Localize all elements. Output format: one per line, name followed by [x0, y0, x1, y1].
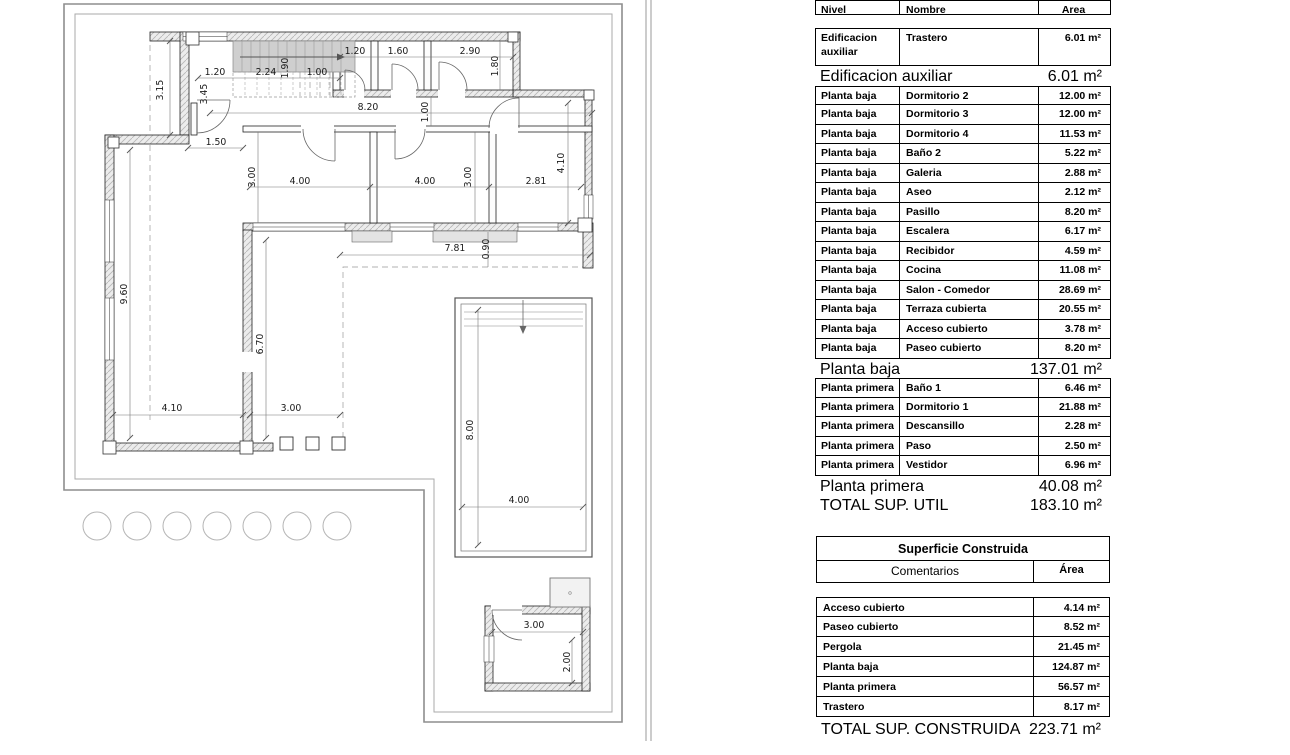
subtotal-row: [815, 66, 1111, 86]
cell-area: 6.46 m²: [1064, 382, 1101, 394]
dim-label: 4.00: [508, 495, 530, 506]
cell-nombre: Escalera: [900, 222, 1039, 241]
total-row: [816, 717, 1110, 737]
cell-nombre: Aseo: [900, 183, 1039, 202]
cell-label: Planta baja: [817, 657, 1034, 676]
subtotal-row: [815, 359, 1111, 379]
cell-nombre: Dormitorio 1: [900, 398, 1039, 417]
cell-nivel: Planta primera: [816, 398, 900, 417]
spacer: [815, 15, 1111, 28]
cell-nivel: Planta baja: [816, 183, 900, 202]
cell-nivel: Planta primera: [816, 379, 900, 397]
dim-label: 3.00: [463, 166, 474, 188]
sup-util-table: [815, 0, 1111, 515]
cell-area: 6.96 m²: [1064, 459, 1101, 471]
table-row: [815, 105, 1111, 125]
cell-nivel: Planta baja: [816, 164, 900, 183]
subtotal-label: Planta baja: [820, 360, 901, 378]
cell-area: 5.22 m²: [1064, 147, 1101, 159]
cell-area: 2.12 m²: [1064, 186, 1101, 198]
dim-label: 8.00: [465, 419, 476, 441]
cell-area: 8.17 m²: [1063, 701, 1100, 713]
table-row: [815, 261, 1111, 281]
cell-nombre: Dormitorio 2: [900, 87, 1039, 105]
cell-nombre: Baño 1: [900, 379, 1039, 397]
header-nivel: Nivel: [816, 1, 900, 14]
cell-area: 6.01 m²: [1064, 32, 1101, 44]
dim-label: 4.10: [161, 403, 183, 414]
table-row: [815, 203, 1111, 223]
cell-nombre: Cocina: [900, 261, 1039, 280]
cell-nivel: Planta primera: [816, 456, 900, 475]
cell-area: 2.88 m²: [1064, 166, 1101, 179]
table-row: [815, 144, 1111, 164]
subtotal-row: [815, 495, 1111, 515]
table-row: [815, 222, 1111, 242]
total-label: TOTAL SUP. CONSTRUIDA: [821, 721, 1021, 738]
cell-area: 20.55 m²: [1058, 303, 1101, 315]
dim-label: 2.24: [255, 67, 277, 78]
table-row: [815, 378, 1111, 398]
cell-nombre: Pasillo: [900, 203, 1039, 222]
dim-label: 0.90: [481, 238, 492, 260]
table-row: [815, 339, 1111, 359]
cell-nombre: Salon - Comedor: [900, 281, 1039, 300]
table-row: [815, 437, 1111, 457]
tree-circles: [83, 512, 351, 540]
cell-nivel: Planta baja: [816, 87, 900, 105]
table-row: [816, 657, 1110, 677]
dim-label: 3.00: [247, 166, 258, 188]
construida-title: Superficie Construida: [816, 536, 1110, 561]
table-row: [815, 28, 1111, 66]
table-row: [815, 125, 1111, 145]
dim-label: 1.00: [306, 67, 328, 78]
header-comentarios: Comentarios: [817, 561, 1034, 582]
cell-area: 21.45 m²: [1057, 641, 1100, 653]
cell-area: 56.57 m²: [1057, 681, 1100, 693]
cell-nivel: Planta primera: [816, 437, 900, 456]
pillar-bases: [280, 437, 345, 450]
dim-label: 1.00: [420, 101, 431, 123]
cell-label: Pergola: [817, 637, 1034, 656]
construida-header-row: [816, 561, 1110, 583]
cell-area: 4.14 m²: [1063, 602, 1100, 614]
subtotal-area: 6.01 m²: [1047, 68, 1102, 85]
cell-nivel: Edificacion auxiliar: [816, 29, 900, 65]
table-row: [816, 697, 1110, 717]
cell-area: 8.20 m²: [1064, 205, 1101, 218]
cell-area: 6.17 m²: [1064, 225, 1101, 237]
dim-label: 6.70: [255, 333, 266, 355]
cell-nombre: Paseo cubierto: [900, 339, 1039, 358]
cell-nombre: Dormitorio 3: [900, 105, 1039, 124]
cell-area: 124.87 m²: [1052, 661, 1100, 673]
dim-label: 1.80: [490, 55, 501, 77]
table-row: [815, 300, 1111, 320]
trastero-equipment-box: [550, 578, 590, 607]
cell-nombre: Baño 2: [900, 144, 1039, 163]
table-row: [816, 637, 1110, 657]
cell-nombre: Dormitorio 4: [900, 125, 1039, 144]
dim-label: 1.50: [205, 137, 227, 148]
door-openings: [242, 89, 522, 615]
cell-area: 12.00 m²: [1058, 108, 1101, 120]
header-nombre: Nombre: [900, 1, 1039, 14]
table-row: [815, 183, 1111, 203]
sup-construida-table: [816, 536, 1110, 737]
cell-label: Paseo cubierto: [817, 617, 1034, 636]
cell-label: Planta primera: [817, 677, 1034, 696]
dim-label: 8.20: [357, 102, 379, 113]
dim-label: 1.60: [387, 46, 409, 57]
dim-label: 4.00: [289, 176, 311, 187]
dim-label: 4.10: [556, 152, 567, 174]
table-row: [815, 398, 1111, 418]
subtotal-area: 40.08 m²: [1038, 477, 1102, 495]
cell-area: 8.20 m²: [1064, 342, 1101, 354]
table-row: [816, 617, 1110, 637]
table-row: [816, 597, 1110, 617]
dim-label: 3.15: [155, 79, 166, 101]
dim-label: 2.90: [459, 46, 481, 57]
cell-area: 2.50 m²: [1064, 439, 1101, 452]
cell-label: Trastero: [817, 697, 1034, 716]
total-area: 223.71 m²: [1028, 721, 1101, 738]
cell-nivel: Planta baja: [816, 242, 900, 261]
subtotal-label: TOTAL SUP. UTIL: [820, 497, 949, 514]
cell-area: 2.28 m²: [1064, 420, 1101, 432]
table-row: [815, 320, 1111, 340]
cell-nombre: Terraza cubierta: [900, 300, 1039, 319]
cell-nombre: Trastero: [900, 29, 1039, 65]
table-row: [815, 417, 1111, 437]
cell-nombre: Recibidor: [900, 242, 1039, 261]
cell-label: Acceso cubierto: [817, 598, 1034, 616]
cell-nombre: Vestidor: [900, 456, 1039, 475]
dim-label: 2.00: [562, 651, 573, 673]
cell-area: 12.00 m²: [1058, 89, 1101, 102]
cell-nombre: Galeria: [900, 164, 1039, 183]
spacer: [816, 583, 1110, 597]
dim-label: 2.81: [525, 176, 547, 187]
cell-nivel: Planta baja: [816, 203, 900, 222]
cell-nombre: Paso: [900, 437, 1039, 456]
cell-nivel: Planta baja: [816, 261, 900, 280]
subtotal-area: 137.01 m²: [1029, 360, 1102, 378]
subtotal-row: [815, 476, 1111, 496]
cell-nivel: Planta primera: [816, 417, 900, 436]
cell-area: 11.08 m²: [1059, 264, 1101, 276]
subtotal-area: 183.10 m²: [1029, 497, 1102, 514]
dim-label: 3.45: [199, 83, 210, 105]
cell-area: 11.53 m²: [1059, 127, 1101, 140]
cell-nivel: Planta baja: [816, 320, 900, 339]
cell-nombre: Acceso cubierto: [900, 320, 1039, 339]
cell-nivel: Planta baja: [816, 222, 900, 241]
cell-nivel: Planta baja: [816, 339, 900, 358]
cell-nivel: Planta baja: [816, 281, 900, 300]
subtotal-label: Planta primera: [820, 477, 925, 495]
dim-label: 9.60: [119, 283, 130, 305]
table-row: [816, 677, 1110, 697]
sheet-divider: [646, 0, 651, 741]
cell-nivel: Planta baja: [816, 105, 900, 124]
dim-label: 1.20: [344, 46, 366, 57]
table-row: [815, 242, 1111, 262]
table-row: [815, 86, 1111, 106]
cell-area: 4.59 m²: [1064, 244, 1101, 257]
table-row: [815, 281, 1111, 301]
cell-nivel: Planta baja: [816, 300, 900, 319]
cell-area: 28.69 m²: [1058, 283, 1101, 296]
dim-label: 1.90: [280, 57, 291, 79]
header-area: Área: [1059, 564, 1084, 576]
cell-area: 8.52 m²: [1063, 621, 1100, 633]
cell-area: 21.88 m²: [1058, 400, 1101, 413]
cell-area: 3.78 m²: [1064, 322, 1101, 335]
table-row: [815, 456, 1111, 476]
dim-label: 3.00: [280, 403, 302, 414]
subtotal-label: Edificacion auxiliar: [820, 68, 953, 85]
dim-label: 1.20: [204, 67, 226, 78]
table-row: [815, 164, 1111, 184]
porch-slabs: [352, 231, 517, 242]
dim-label: 7.81: [444, 243, 466, 254]
dim-label: 4.00: [414, 176, 436, 187]
cell-nombre: Descansillo: [900, 417, 1039, 436]
header-area: Area: [1061, 4, 1086, 16]
table-header-row: [815, 0, 1111, 15]
cell-nivel: Planta baja: [816, 125, 900, 144]
cell-nivel: Planta baja: [816, 144, 900, 163]
dim-label: 3.00: [523, 620, 545, 631]
